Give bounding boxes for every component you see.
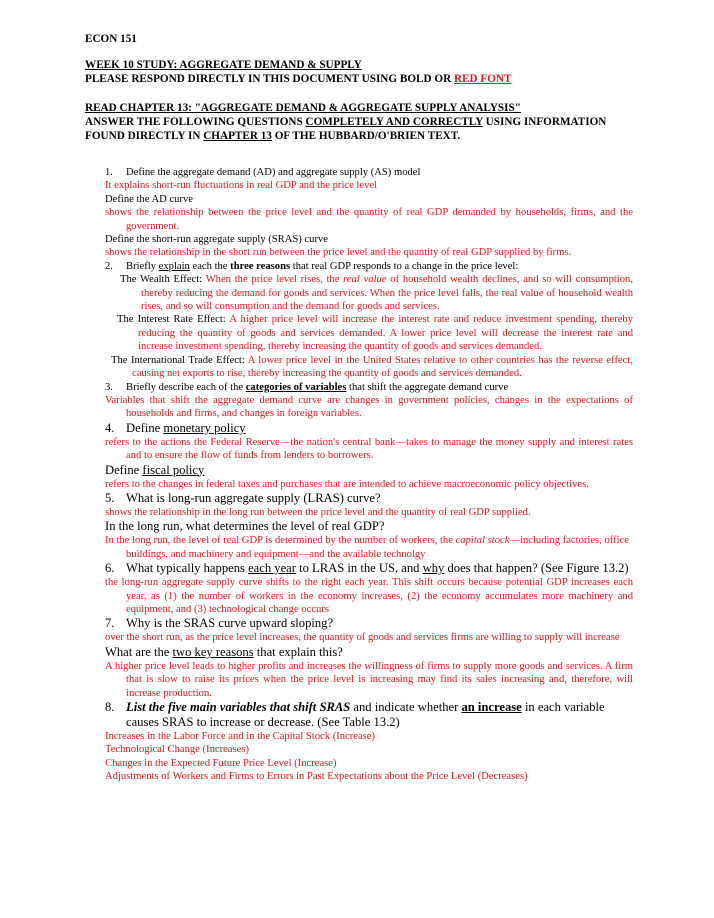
answer-text: A higher price level will increase the interest rate and reduce investment spending, thereby reducing the quantity of goods and services demanded. A lower price level will decrease the interest rate and increase investment spending, thereby increasing the quantity of goods and services demanded. (138, 314, 633, 353)
question-2 (105, 260, 633, 273)
question-text: that shift the aggregate demand curve (349, 381, 509, 393)
answer-underlined: COMPLETELY AND CORRECTLY (305, 116, 483, 128)
question-number: 8. (105, 700, 115, 714)
answer-text: —including factories, office buildings, and machinery and equipment—and the available technolgy (126, 535, 629, 560)
instruction-line (85, 72, 511, 86)
course-code: ECON 151 (85, 33, 137, 45)
italic-term: capital stock (455, 535, 510, 547)
effect-label: The International Trade Effect: (111, 354, 245, 366)
answer-1: It explains short-run fluctuations in real GDP and the price level (105, 180, 378, 192)
bold-italic-phrase: List the five main variables that shift SRAS (126, 700, 351, 714)
answer-7-sub: A higher price level leads to higher profits and increases the willingness of firms to supply more goods and services. A firm that is slow to raise its prices when the price level is increasing may find its sales increasing and, therefore, will increase production. (105, 660, 633, 699)
question-6 (105, 561, 633, 576)
question-text: does that happen? (See Figure 13.2) (447, 561, 629, 576)
answer-instruction-line (85, 115, 606, 129)
answer-suffix: USING INFORMATION (485, 116, 607, 128)
answer-3: Variables that shift the aggregate demand curve are changes in government policies, changes in the expectations of households and firms, and changes in foreign variables. (105, 394, 633, 420)
question-number: 2. (105, 260, 113, 272)
question-text: that explain this? (256, 644, 343, 659)
answer-4-sub: refers to the changes in federal taxes and purchases that are intended to achieve macroeconomic policy objectives. (105, 478, 589, 490)
question-text: What typically happens (126, 561, 245, 576)
read-chapter-line: READ CHAPTER 13: "AGGREGATE DEMAND & AGGREGATE SUPPLY ANALYSIS" (85, 102, 521, 114)
bold-underlined-phrase: an increase (461, 700, 522, 714)
question-number: 7. (105, 616, 115, 631)
question-7-sub (105, 645, 633, 660)
found-prefix: FOUND DIRECTLY IN (85, 130, 201, 142)
answer-4: refers to the actions the Federal Reserve—the nation's central bank—takes to manage the money supply and interest rates and to ensure the flow of funds from lenders to borrowers. (105, 436, 633, 462)
question-text: What are the (105, 644, 170, 659)
question-text: to LRAS in the US, and (299, 561, 420, 576)
question-7 (105, 616, 633, 631)
answer-text: When the price level rises, the (205, 274, 340, 286)
found-suffix: OF THE HUBBARD/O'BRIEN TEXT. (274, 130, 461, 142)
underlined-term: fiscal policy (142, 462, 205, 477)
question-text: in each variable causes SRAS to increase or decrease. (See Table 13.2) (126, 700, 605, 729)
question-text: Define (105, 462, 140, 477)
effect-label: The Interest Rate Effect: (117, 314, 226, 326)
underlined-phrase: each year (248, 561, 296, 576)
answer-text: In the long run, the level of real GDP is determined by the number of workers, the (105, 535, 453, 547)
instruction-text: PLEASE RESPOND DIRECTLY IN THIS DOCUMENT USING BOLD OR (85, 73, 452, 85)
wealth-effect (105, 273, 633, 313)
question-number: 3. (105, 381, 113, 393)
international-trade-effect (105, 354, 633, 381)
question-text: What is long-run aggregate supply (LRAS) curve? (126, 490, 381, 505)
answer-8-item-4: Adjustments of Workers and Firms to Errors in Past Expectations about the Price Level (Decreases) (105, 771, 528, 783)
question-5 (105, 491, 633, 506)
question-4-sub (105, 463, 633, 478)
underlined-word: explain (158, 260, 190, 272)
question-number: 4. (105, 420, 115, 435)
question-text: Briefly describe each of the (126, 381, 244, 393)
interest-rate-effect (105, 313, 633, 353)
question-text: and indicate whether (353, 700, 459, 714)
question-4 (105, 421, 633, 436)
italic-term: real value (343, 274, 387, 286)
question-number: 6. (105, 561, 115, 576)
week-title: WEEK 10 STUDY: AGGREGATE DEMAND & SUPPLY (85, 59, 362, 71)
answer-5: shows the relationship in the long run between the price level and the quantity of real GDP supplied. (105, 506, 531, 518)
underlined-phrase: why (422, 561, 445, 576)
question-text: Why is the SRAS curve upward sloping? (126, 616, 334, 631)
question-1 (105, 166, 633, 179)
answer-1-sub-2: shows the relationship in the short run between the price level and the quantity of real GDP supplied by firms. (105, 247, 572, 259)
answer-prefix: ANSWER THE FOLLOWING QUESTIONS (85, 116, 303, 128)
underlined-term: monetary policy (163, 420, 246, 435)
question-number: 1. (105, 167, 113, 178)
question-text: Briefly (126, 260, 157, 272)
found-line (85, 129, 460, 143)
question-text: Define (126, 420, 161, 435)
question-5-sub: In the long run, what determines the level of real GDP? (105, 519, 385, 534)
question-3 (105, 381, 633, 394)
question-8 (105, 700, 633, 730)
bold-phrase: categories of variables (245, 381, 347, 393)
effect-label: The Wealth Effect: (120, 274, 203, 286)
question-list (105, 166, 633, 784)
bold-phrase: three reasons (230, 260, 291, 272)
question-text: each the (192, 260, 228, 272)
found-chapter: CHAPTER 13 (203, 130, 272, 142)
answer-8-item-1: Increases in the Labor Force and in the Capital Stock (Increase) (105, 731, 376, 742)
underlined-phrase: two key reasons (172, 644, 254, 659)
question-number: 5. (105, 490, 115, 505)
answer-6: the long-run aggregate supply curve shifts to the right each year. This shift occurs because potential GDP increases each year, as (1) the number of workers in the economy increases, (2) the economy accumulates more machinery and equipment, and (3) technological change occurs (105, 577, 633, 615)
question-1-sub-2: Define the short-run aggregate supply (SRAS) curve (105, 234, 328, 246)
answer-text: of household wealth declines, and so will consumption, thereby reducing the demand for goods and services. When the price level falls, the real value of household wealth rises, and so will consumption and the demand for goods and services. (141, 274, 633, 313)
answer-1-sub-1: shows the relationship between the price level and the quantity of real GDP demanded by households, firms, and the government. (105, 207, 633, 232)
answer-8-item-2: Technological Change (Increases) (105, 744, 249, 756)
answer-8-item-3: Changes in the Expected Future Price Level (Increase) (105, 757, 337, 769)
answer-5-sub (105, 534, 633, 561)
question-text: that real GDP responds to a change in the price level: (292, 260, 519, 272)
answer-text: A lower price level in the United States relative to other countries has the reverse effect, causing net exports to rise, thereby increasing the quantity of goods and services demanded. (132, 354, 633, 380)
question-text: Define the aggregate demand (AD) and aggregate supply (AS) model (126, 167, 421, 178)
question-1-sub-1: Define the AD curve (105, 193, 193, 205)
answer-7: over the short run, as the price level increases, the quantity of goods and services firms are willing to supply will increase (105, 632, 620, 644)
red-font-text: RED FONT (453, 73, 512, 85)
